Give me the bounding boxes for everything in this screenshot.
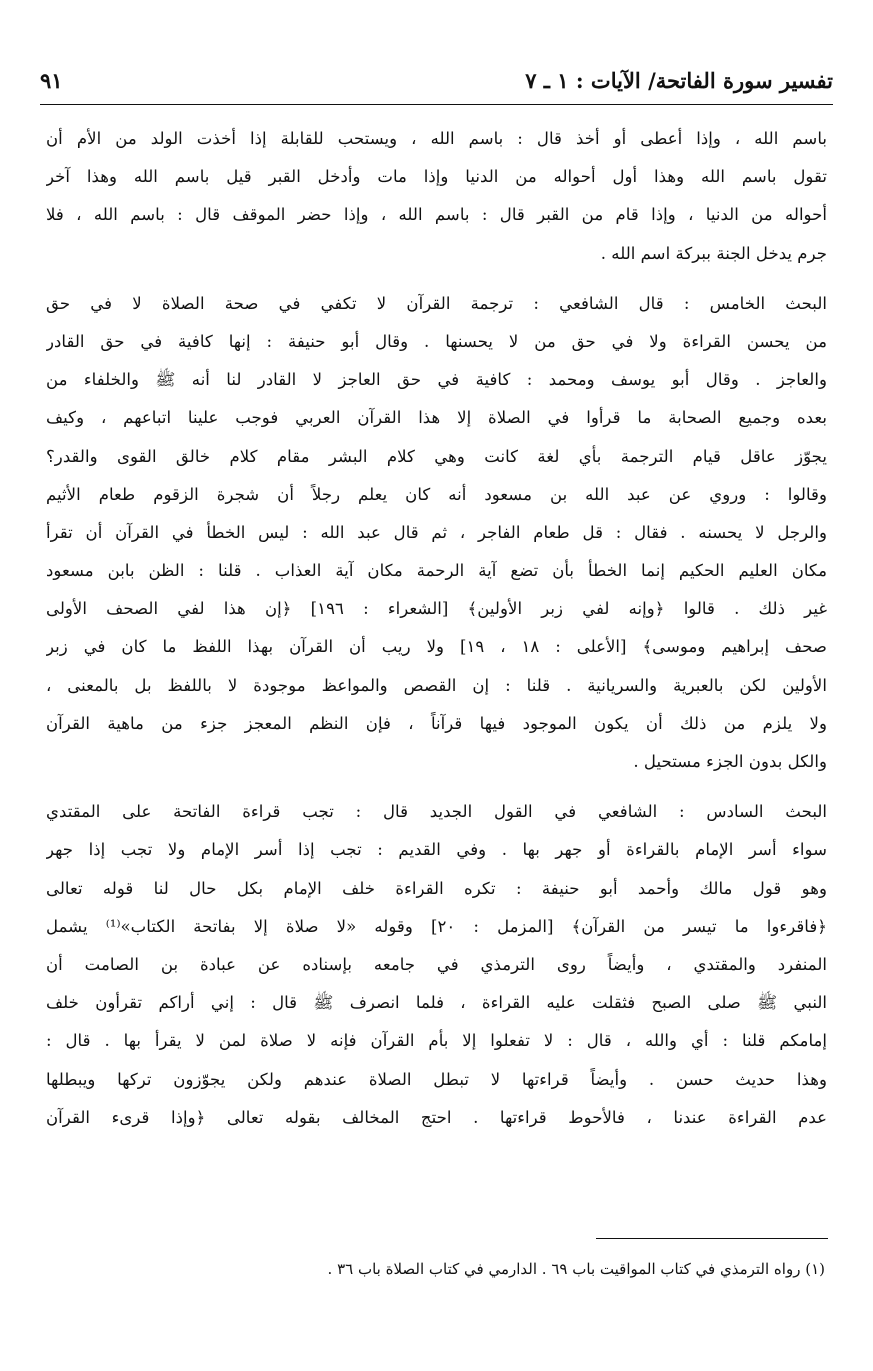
text-line: البحث السادس : الشافعي في القول الجديد قال : تجب قراءة الفاتحة على المقتدي: [46, 802, 827, 822]
text-line: صحف إبراهيم وموسى﴾ [الأعلى : ١٨ ، ١٩] ولا ريب أن القرآن بهذا اللفظ ما كان في زبر: [46, 637, 827, 657]
text-line: تقول باسم الله وهذا أول أحواله من الدنيا وإذا مات وأدخل القبر قيل باسم الله وهذا آخر: [46, 167, 827, 187]
text-line: أحواله من الدنيا ، وإذا قام من القبر قال : باسم الله ، وإذا حضر الموقف قال : باسم الله ، فلا: [46, 205, 827, 225]
paragraph-fifth-topic: [46, 285, 827, 781]
text-line: يجوّز عاقل قيام الترجمة بأي لغة كانت وهي كلام البشر مقام كلام خالق القوى والقدر؟: [46, 446, 827, 466]
page-number: ٩١: [40, 68, 63, 93]
text-line: وهذا حديث حسن . وأيضاً قراءتها لا تبطل الصلاة عندهم ولكن يجوّزون تركها ويبطلها: [46, 1069, 827, 1089]
text-line: المنفرد والمقتدي ، وأيضاً روى الترمذي في جامعه بإسناده عن عبادة بن الصامت أن: [46, 954, 827, 974]
text-line: الأولين لكن بالعبرية والسريانية . قلنا : إن القصص والمواعظ موجودة لا باللفظ بل بالمعنى ،: [46, 675, 827, 695]
text-line: بعده وجميع الصحابة ما قرأوا في الصلاة إلا هذا القرآن العربي فوجب علينا اتباعهم ، وكيف: [46, 408, 827, 428]
footnote: (١) رواه الترمذي في كتاب المواقيت باب ٦٩ . الدارمي في كتاب الصلاة باب ٣٦ .: [327, 1260, 825, 1278]
paragraph-sixth-topic: [46, 793, 827, 1137]
text-line: سواء أسر الإمام بالقراءة أو جهر بها . وفي القديم : تجب إذا أسر الإمام ولا تجب إذا جهر: [46, 840, 827, 860]
page-header: [40, 62, 833, 102]
text-line: ولا يلزم من ذلك أن يكون الموجود فيها قرآناً ، فإن النظم المعجز جزء من ماهية القرآن: [46, 713, 827, 733]
text-line: مكان العليم الحكيم إنما الخطأ بأن تضع آية الرحمة مكان آية العذاب . قلنا : الظن بابن مسعود: [46, 561, 827, 581]
text-line: والرجل لا يحسنه . فقال : قل طعام الفاجر ، ثم قال عبد الله : ليس الخطأ في القرآن أن تقرأ: [46, 522, 827, 542]
text-line: من يحسن القراءة ولا في حق من لا يحسنها . وقال أبو حنيفة : إنها كافية في حق القادر: [46, 331, 827, 351]
header-rule: [40, 104, 833, 105]
text-line: إمامكم قلنا : أي والله ، قال : لا تفعلوا إلا بأم القرآن فإنه لا صلاة لمن لا يقرأ بها . قال :: [46, 1031, 827, 1051]
paragraph-basmala: [46, 120, 827, 273]
text-line: وهو قول مالك وأحمد أبو حنيفة : تكره القراءة خلف الإمام بكل حال لنا قوله تعالى: [46, 878, 827, 898]
text-line: والكل بدون الجزء مستحيل .: [633, 752, 827, 771]
page-body: [46, 120, 827, 1149]
text-line: والعاجز . وقال أبو يوسف ومحمد : كافية في حق العاجز لا القادر لنا أنه ﷺ والخلفاء من: [46, 370, 827, 390]
text-line: البحث الخامس : قال الشافعي : ترجمة القرآن لا تكفي في صحة الصلاة لا في حق: [46, 293, 827, 313]
text-line: جرم يدخل الجنة ببركة اسم الله .: [600, 243, 827, 263]
text-line: عدم القراءة عندنا ، فالأحوط قراءتها . احتج المخالف بقوله تعالى ﴿وإذا قرىء القرآن: [46, 1107, 827, 1127]
text-line: باسم الله ، وإذا أعطى أو أخذ قال : باسم الله ، ويستحب للقابلة إذا أخذت الولد من الأم أن: [46, 129, 827, 148]
footnote-rule: [596, 1238, 828, 1239]
running-title: تفسير سورة الفاتحة/ الآيات : ١ ـ ٧: [525, 68, 833, 93]
text-line: وقالوا : وروي عن عبد الله بن مسعود أنه كان يعلم رجلاً أن شجرة الزقوم طعام الأثيم: [46, 484, 827, 504]
text-line: النبي ﷺ صلى الصبح فثقلت عليه القراءة ، فلما انصرف ﷺ قال : إني أراكم تقرأون خلف: [46, 993, 827, 1013]
text-line: ﴿فاقرءوا ما تيسر من القرآن﴾ [المزمل : ٢٠] وقوله «لا صلاة إلا بفاتحة الكتاب»⁽¹⁾ يشمل: [46, 916, 827, 936]
text-line: غير ذلك . قالوا ﴿وإنه لفي زبر الأولين﴾ [الشعراء : ١٩٦] ﴿إن هذا لفي الصحف الأولى: [46, 599, 827, 619]
